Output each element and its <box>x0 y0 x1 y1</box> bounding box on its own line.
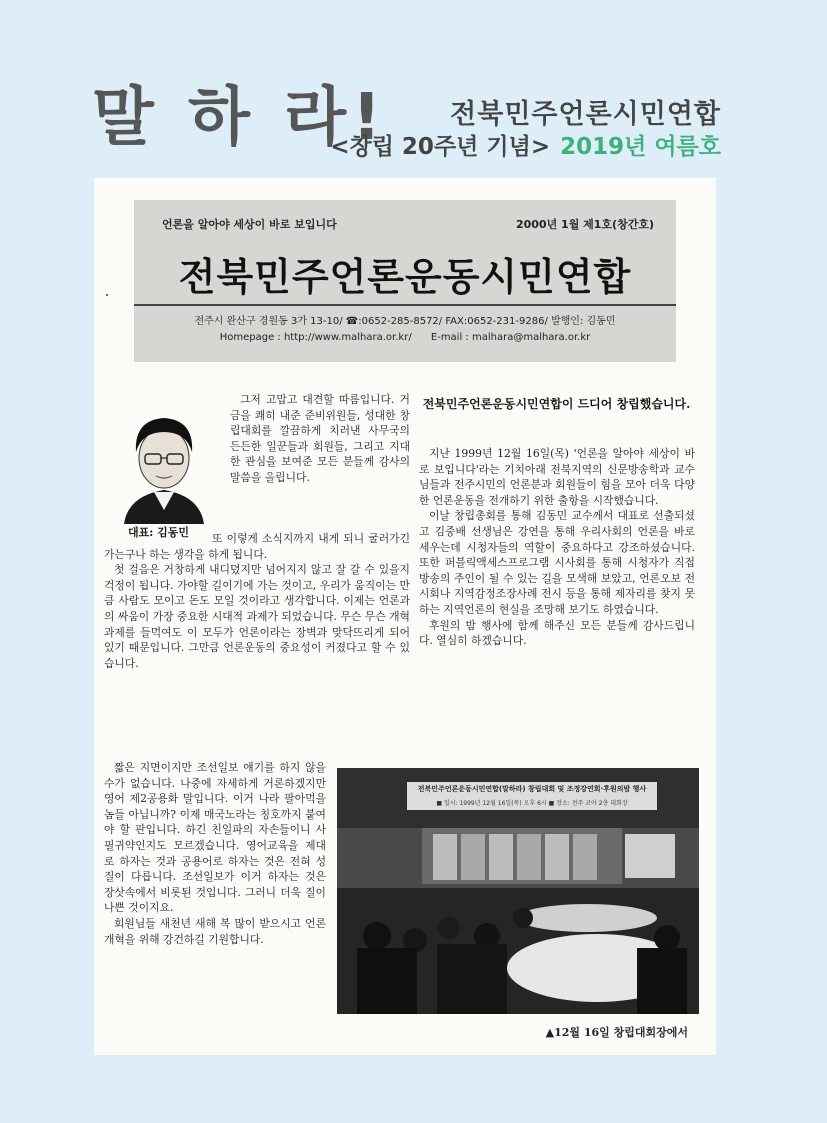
masthead-email: E-mail : malhara@malhara.or.kr <box>430 332 591 343</box>
edition-season: 2019년 여름호 <box>560 134 721 160</box>
left-intro-text <box>230 392 410 486</box>
right-body-paragraph: 후원의 밤 행사에 함께 해주신 모든 분들께 감사드립니다. 열심히 하겠습니다. <box>419 618 695 648</box>
left-lower-text <box>104 760 326 947</box>
masthead-title: 전북민주언론운동시민연합 <box>178 255 632 299</box>
event-photo-caption: ▲12월 16일 창립대회장에서 <box>545 1026 688 1039</box>
event-banner-line2: ■ 일시: 1999년 12월 16일(목) 오후 6시 ■ 장소: 전주 코아 2층 대회장 <box>436 800 628 807</box>
event-photo <box>337 768 699 1014</box>
masthead-address: 전주시 완산구 경원동 3가 13-10/ ☎:0652-285-8572/ FAX:0652-231-9286/ 발행인: 김동민 <box>194 316 616 327</box>
masthead-rule <box>134 304 676 306</box>
masthead-issue: 2000년 1월 제1호(창간호) <box>515 218 654 231</box>
right-headline: 전북민주언론운동시민연합이 드디어 창립했습니다. <box>422 397 691 411</box>
masthead-homepage: Homepage : http://www.malhara.or.kr/ <box>219 332 412 343</box>
left-body-text <box>104 531 410 671</box>
representative-caption: 대표: 김동민 <box>128 526 190 539</box>
masthead <box>134 200 676 362</box>
left-lower-paragraph: 짧은 지면이지만 조선일보 얘기를 하지 않을 수가 없습니다. 나중에 자세하게 거론하겠지만 영어 제2공용화 말입니다. 이거 나라 팔아먹을 놈들 아닙니까? 이제 매국노라는 칭호까지 붙여야 할 판입니다. 하긴 친일파의 자손들이니 사필귀약인지도 모르겠습니다. 영어교육을 제대로 하자는 것과 공용어로 하자는 것은 전혀 성질이 다릅니다. 조선일보가 이거 하자는 것은 장삿속에서 비롯된 것입니다. 그러니 더욱 질이 나쁜 것이지요. <box>104 761 326 915</box>
right-body-paragraph: 지난 1999년 12월 16일(목) '언론을 알아야 세상이 바로 보입니다'라는 기치아래 전북지역의 신문방송학과 교수님들과 전주시민의 언론분과 회원들이 힘을 모아 더욱 다양한 언론운동을 전개하기 위한 출항을 시작했습니다. <box>419 447 695 507</box>
masthead-slogan: 언론을 알아야 세상이 바로 보입니다 <box>162 218 337 231</box>
left-body-paragraph: 또 이렇게 소식지까지 내게 되니 굴러가긴 가는구나 하는 생각을 하게 됩니다. <box>104 532 410 561</box>
representative-photo <box>116 406 212 524</box>
edition-prefix: <창립 20주년 기념> <box>330 134 551 160</box>
edition-line <box>330 128 721 161</box>
newspaper-clipping <box>94 178 716 1055</box>
org-name: 전북민주언론시민연합 <box>450 99 721 130</box>
logo: 말 하 라! <box>92 81 388 155</box>
left-body-paragraph: 첫 걸음은 거창하게 내디뎠지만 넘어지지 않고 잘 갈 수 있을지 걱정이 됩니다. 가야할 길이기에 가는 것이고, 우리가 움직이는 만큼 사람도 모이고 돈도 모일 것이라고 생각합니다. 이제는 언론과의 싸움이 가장 중요한 시대적 과제가 되었습니다. 무슨 무슨 개혁과제를 들먹여도 이 모두가 언론이라는 장벽과 맞닥뜨리게 되어 있기 때문입니다. 그만큼 언론운동의 중요성이 커졌다고 할 수 있습니다. <box>104 563 410 670</box>
left-lower-paragraph: 회원님들 새천년 새해 복 많이 받으시고 언론개혁을 위해 강건하길 기원합니다. <box>104 916 326 946</box>
right-body-text <box>419 446 695 649</box>
speck <box>106 294 108 296</box>
event-banner-line1: 전북민주언론운동시민연합(말하라) 창립대회 및 조정강연회·후원의밤 행사 <box>417 785 647 793</box>
right-body-paragraph: 이날 창립총회를 통해 김동민 교수께서 대표로 선출되셨고 김중배 선생님은 강연을 통해 우리사회의 언론을 바로 세우는데 시청자들의 역할이 중요하다고 강조하셨습니다. 또한 퍼블릭액세스프로그램 시사회를 통해 시청자가 직접 방송의 주인이 될 수 있는 길을 모색해 보았고, 언론오보 전시회나 지역감정조장사례 전시 등을 통해 제자리를 찾지 못하는 지역언론의 현실을 조망해 보기도 하였습니다. <box>419 509 695 616</box>
left-intro-paragraph: 그저 고맙고 대견할 따름입니다. 거금을 쾌히 내준 준비위원들, 성대한 창립대회를 깔끔하게 치러낸 사무국의 든든한 일꾼들과 회원들, 그리고 지대한 관심을 보여준 모든 분들께 감사의 말씀을 올립니다. <box>230 393 410 484</box>
masthead-web <box>134 332 676 343</box>
